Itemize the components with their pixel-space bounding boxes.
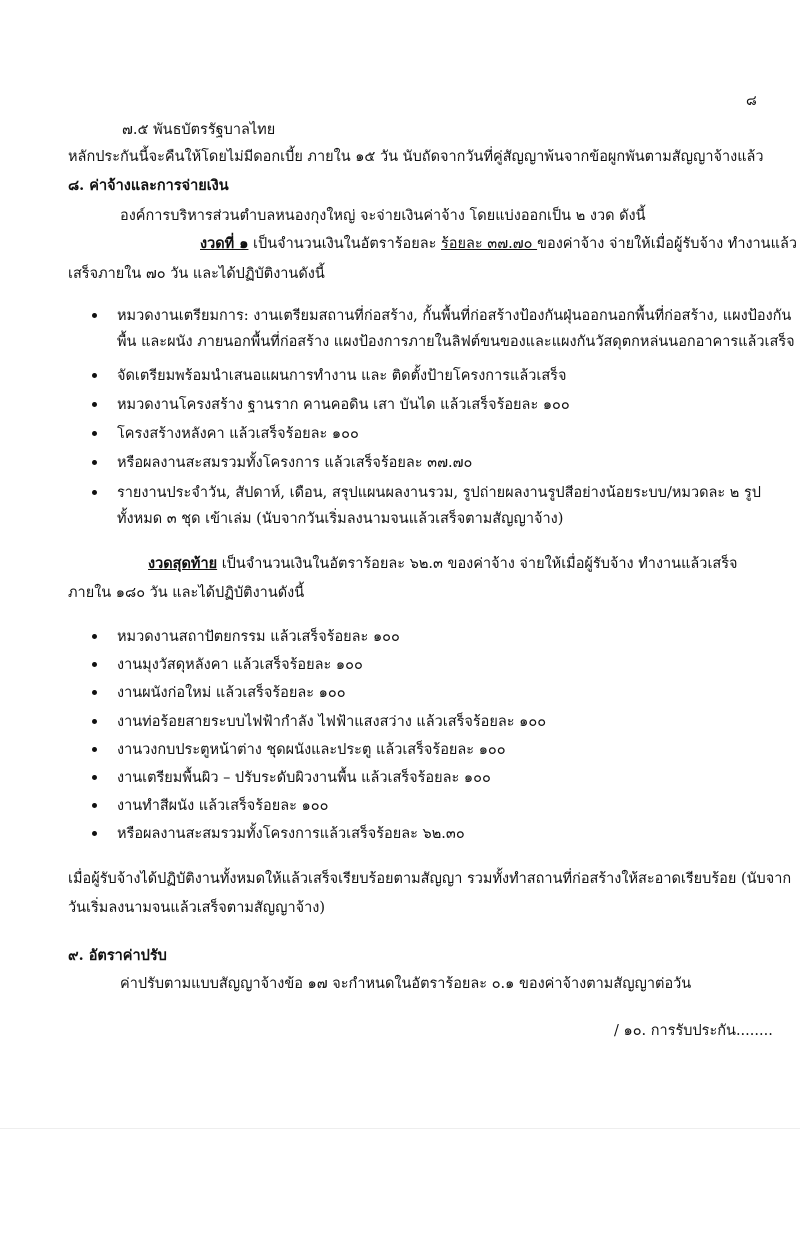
list-item: หมวดงานโครงสร้าง ฐานราก คานคอดิน เสา บันได แล้วเสร็จร้อยละ ๑๐๐ xyxy=(117,397,570,413)
installment-1-percent: ร้อยละ ๓๗.๗๐ xyxy=(441,236,538,252)
installment-final-line xyxy=(148,552,738,575)
bullet-icon xyxy=(92,431,97,436)
bullet-icon xyxy=(92,460,97,465)
bullet-icon xyxy=(92,634,97,639)
section-8-intro: องค์การบริหารส่วนตำบลหนองกุงใหญ่ จะจ่ายเงินค่าจ้าง โดยแบ่งออกเป็น ๒ งวด ดังนี้ xyxy=(120,208,646,224)
bullet-icon xyxy=(92,803,97,808)
bullet-icon xyxy=(92,719,97,724)
bullet-icon xyxy=(92,775,97,780)
continuation-marker: / ๑๐. การรับประกัน........ xyxy=(614,1023,773,1039)
installment-final-line-2: ภายใน ๑๘๐ วัน และได้ปฏิบัติงานดังนี้ xyxy=(68,585,305,601)
list-item: งานมุงวัสดุหลังคา แล้วเสร็จร้อยละ ๑๐๐ xyxy=(117,657,363,673)
list-item: หรือผลงานสะสมรวมทั้งโครงการ แล้วเสร็จร้อยละ ๓๗.๗๐ xyxy=(117,455,473,471)
bullet-icon xyxy=(92,690,97,695)
bullet-icon xyxy=(92,831,97,836)
installment-final-text: เป็นจำนวนเงินในอัตราร้อยละ ๖๒.๓ ของค่าจ้าง จ่ายให้เมื่อผู้รับจ้าง ทำงานแล้วเสร็จ xyxy=(217,556,738,572)
section-9-text: ค่าปรับตามแบบสัญญาจ้างข้อ ๑๗ จะกำหนดในอัตราร้อยละ ๐.๑ ของค่าจ้างตามสัญญาต่อวัน xyxy=(120,976,692,992)
list-item-continuation: พื้น และผนัง ภายนอกพื้นที่ก่อสร้าง แผงป้องการภายในลิฟต์ขนของและแผงกันวัสดุตกหล่นนอกอาคารแล้วเสร็จ xyxy=(117,334,795,350)
list-item: จัดเตรียมพร้อมนำเสนอแผนการทำงาน และ ติดตั้งป้ายโครงการแล้วเสร็จ xyxy=(117,368,567,384)
list-item: งานผนังก่อใหม่ แล้วเสร็จร้อยละ ๑๐๐ xyxy=(117,685,346,701)
section-8-heading: ๘. ค่าจ้างและการจ่ายเงิน xyxy=(68,177,229,194)
list-item: งานเตรียมพื้นผิว – ปรับระดับผิวงานพื้น แล้วเสร็จร้อยละ ๑๐๐ xyxy=(117,770,491,786)
bullet-icon xyxy=(92,373,97,378)
list-item: หรือผลงานสะสมรวมทั้งโครงการแล้วเสร็จร้อยละ ๖๒.๓๐ xyxy=(117,826,465,842)
installment-1-line-2: เสร็จภายใน ๗๐ วัน และได้ปฏิบัติงานดังนี้ xyxy=(68,266,325,282)
bullet-icon xyxy=(92,313,97,318)
installment-1-text-b: ของค่าจ้าง จ่ายให้เมื่อผู้รับจ้าง ทำงานแล้ว xyxy=(537,236,797,252)
guarantee-return-text: หลักประกันนี้จะคืนให้โดยไม่มีดอกเบี้ย ภายใน ๑๕ วัน นับถัดจากวันที่คู่สัญญาพ้นจากข้อผูกพันตามสัญญาจ้างแล้ว xyxy=(68,149,764,165)
completion-text-continuation: วันเริ่มลงนามจนแล้วเสร็จตามสัญญาจ้าง) xyxy=(68,900,325,916)
completion-text: เมื่อผู้รับจ้างได้ปฏิบัติงานทั้งหมดให้แล้วเสร็จเรียบร้อยตามสัญญา รวมทั้งทำสถานที่ก่อสร้างให้สะอาดเรียบร้อย (นับจาก xyxy=(68,871,792,887)
list-item: งานทำสีผนัง แล้วเสร็จร้อยละ ๑๐๐ xyxy=(117,798,329,814)
bullet-icon xyxy=(92,747,97,752)
bullet-icon xyxy=(92,490,97,495)
installment-1-line xyxy=(200,232,797,255)
section-9-heading: ๙. อัตราค่าปรับ xyxy=(68,947,167,964)
bullet-icon xyxy=(92,662,97,667)
list-item: หมวดงานสถาปัตยกรรม แล้วเสร็จร้อยละ ๑๐๐ xyxy=(117,629,400,645)
list-item: งานวงกบประตูหน้าต่าง ชุดผนังและประตู แล้วเสร็จร้อยละ ๑๐๐ xyxy=(117,742,506,758)
guarantee-item-7-5: ๗.๕ พันธบัตรรัฐบาลไทย xyxy=(122,122,276,138)
list-item-continuation: ทั้งหมด ๓ ชุด เข้าเล่ม (นับจากวันเริ่มลงนามจนแล้วเสร็จตามสัญญาจ้าง) xyxy=(117,511,564,527)
page-number: ๘ xyxy=(746,93,757,109)
installment-1-label: งวดที่ ๑ xyxy=(200,235,249,252)
list-item: หมวดงานเตรียมการ: งานเตรียมสถานที่ก่อสร้าง, กั้นพื้นที่ก่อสร้างป้องกันฝุ่นออกนอกพื้นที่ก่อสร้าง, แผงป้องกัน xyxy=(117,308,792,324)
installment-final-label: งวดสุดท้าย xyxy=(148,555,218,572)
list-item: โครงสร้างหลังคา แล้วเสร็จร้อยละ ๑๐๐ xyxy=(117,426,359,442)
page-divider xyxy=(0,1128,800,1129)
bullet-icon xyxy=(92,402,97,407)
installment-1-text-a: เป็นจำนวนเงินในอัตราร้อยละ xyxy=(248,236,442,252)
list-item: รายงานประจำวัน, สัปดาห์, เดือน, สรุปแผนผลงานรวม, รูปถ่ายผลงานรูปสีอย่างน้อยระบบ/หมวดละ ๒ รูป xyxy=(117,485,761,501)
list-item: งานท่อร้อยสายระบบไฟฟ้ากำลัง ไฟฟ้าแสงสว่าง แล้วเสร็จร้อยละ ๑๐๐ xyxy=(117,714,547,730)
